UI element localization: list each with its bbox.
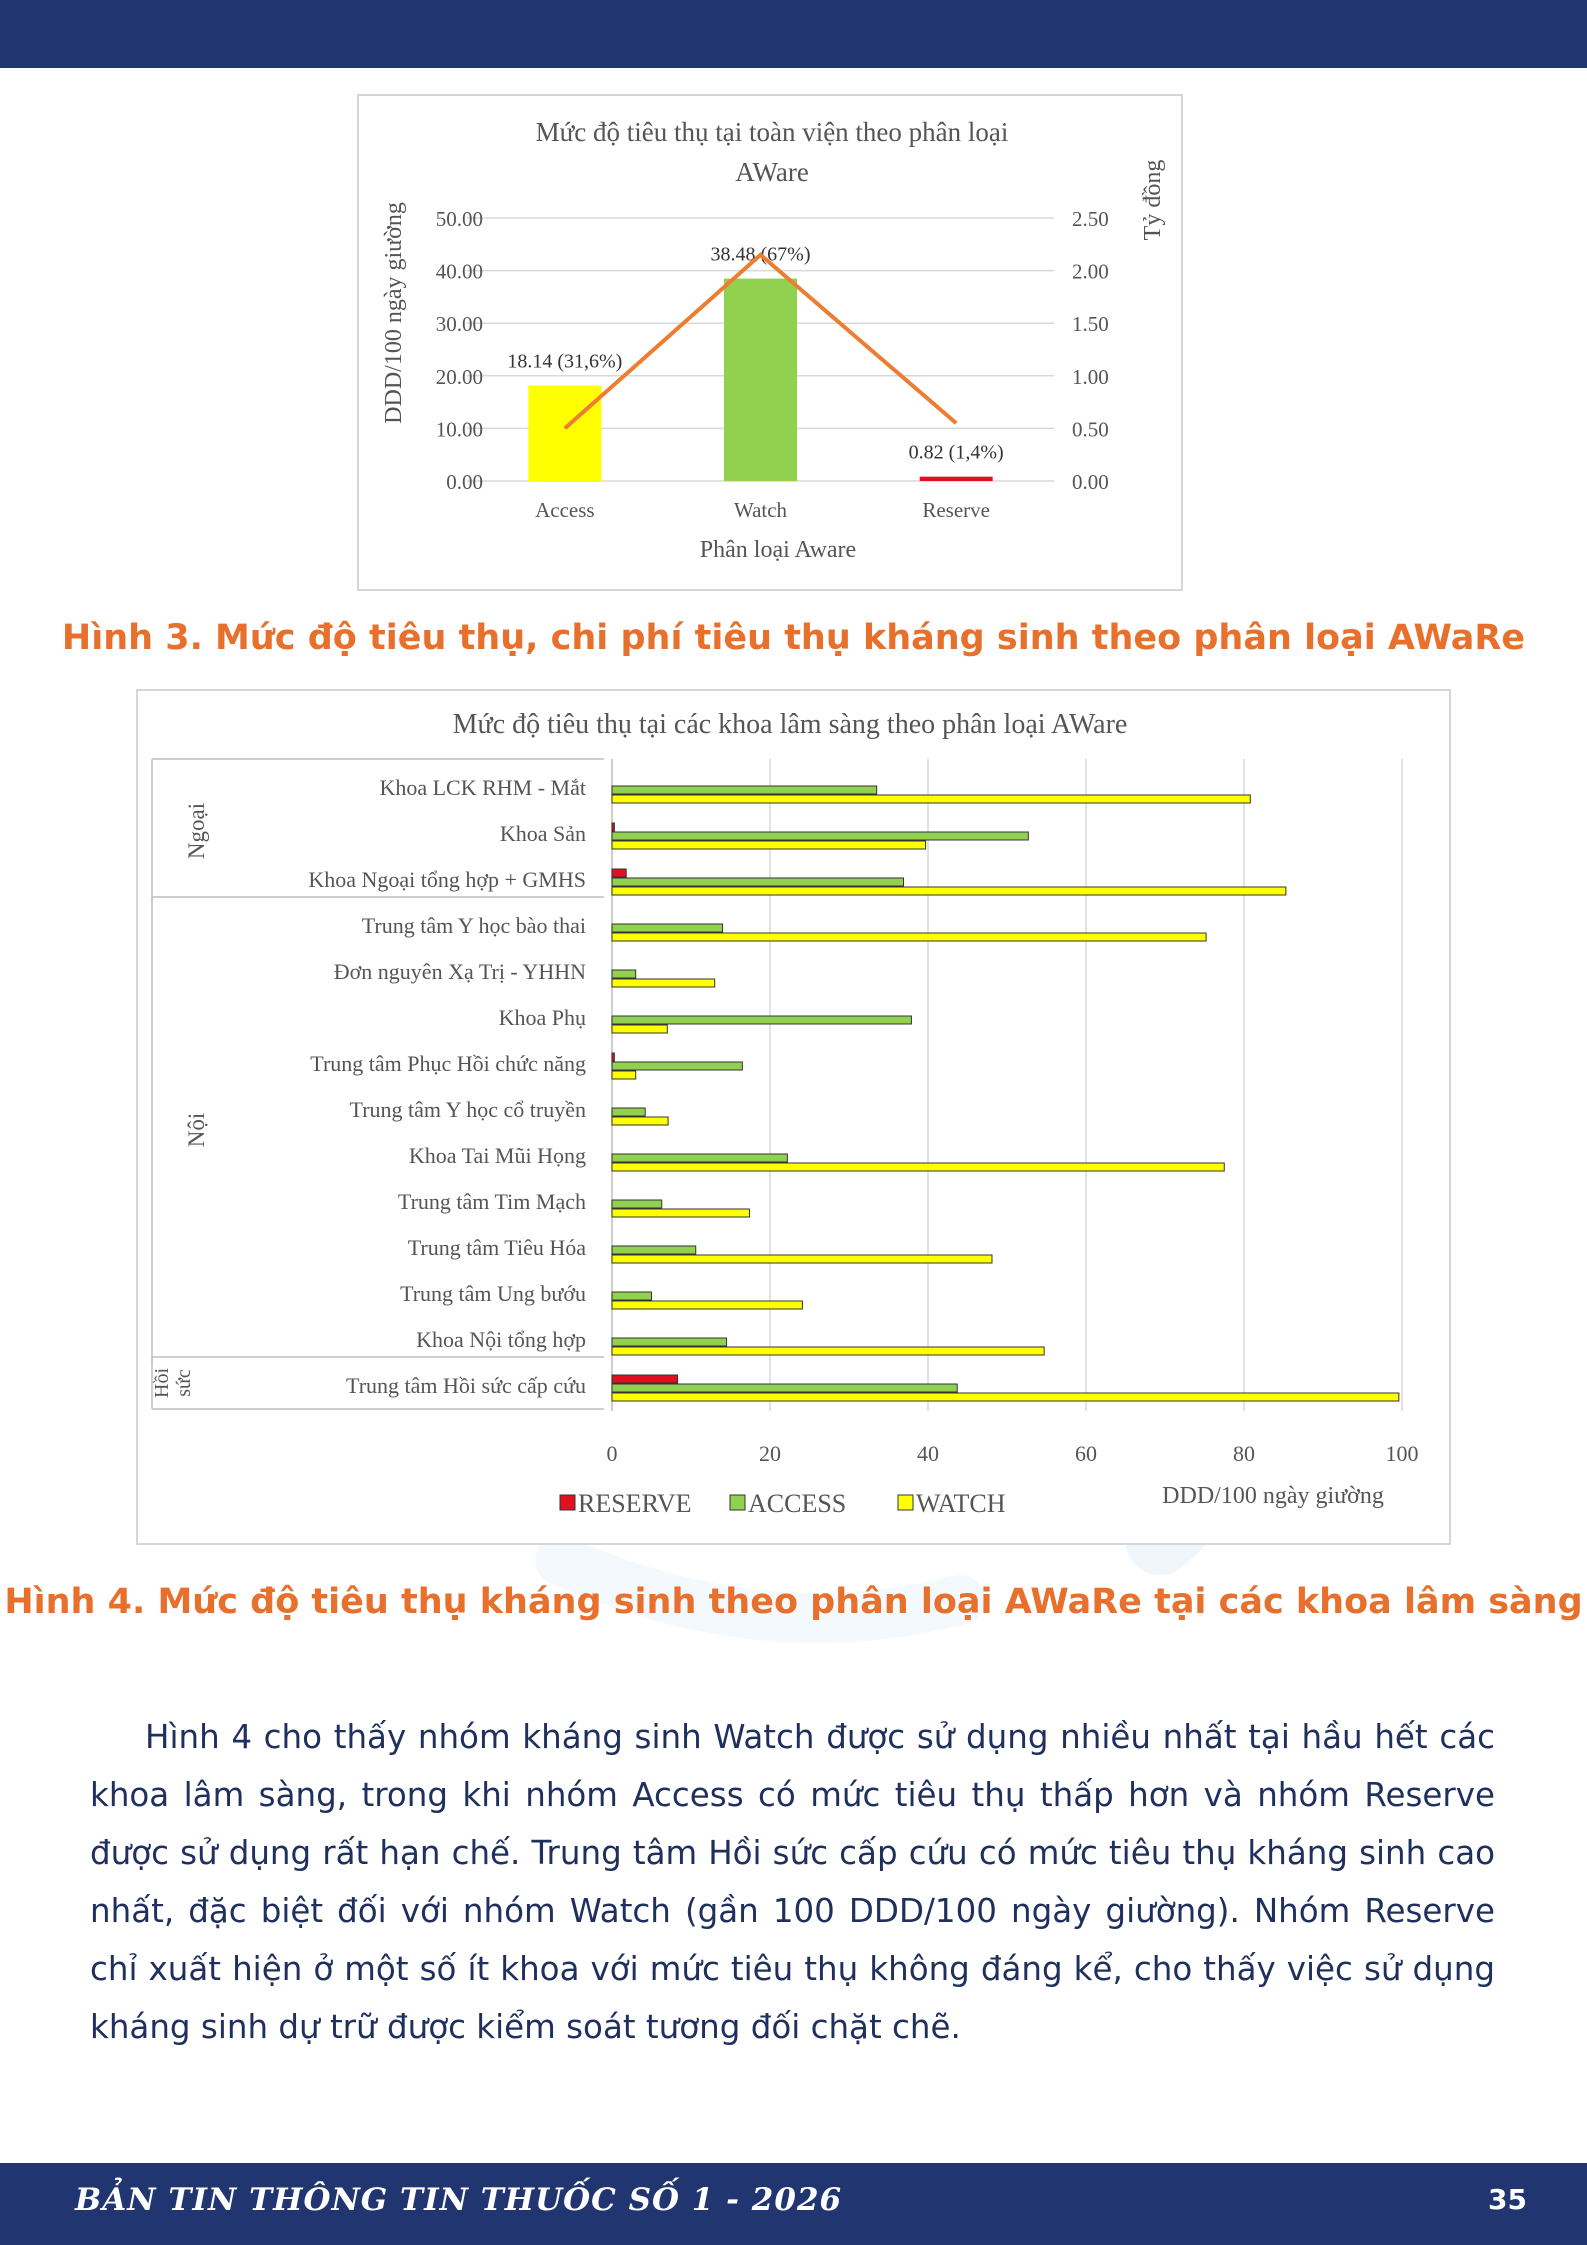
group-label: Hồi <box>151 1368 173 1398</box>
bar-access <box>612 878 904 886</box>
legend-label: ACCESS <box>748 1489 847 1518</box>
bar-access <box>612 1384 957 1392</box>
x-axis-label: DDD/100 ngày giường <box>1162 1483 1384 1509</box>
x-tick-label: Access <box>535 498 595 522</box>
category-label: Khoa Sản <box>499 821 586 846</box>
legend-label: WATCH <box>916 1489 1006 1518</box>
x-axis-label: Phân loại Aware <box>699 537 857 563</box>
y-tick-label: 10.00 <box>435 417 483 442</box>
category-label: Trung tâm Tim Mạch <box>397 1189 586 1214</box>
y2-axis-label: Tỷ đồng <box>1140 159 1166 241</box>
figure3-chart-frame <box>357 94 1183 591</box>
bar-access <box>612 1016 911 1024</box>
bar-access <box>528 386 601 481</box>
bar-watch <box>612 1209 749 1217</box>
bar-reserve <box>920 477 993 481</box>
bar-access <box>612 832 1028 840</box>
bar-reserve <box>612 869 626 877</box>
y-tick-label: 0.00 <box>446 470 483 494</box>
x-tick-label: 80 <box>1233 1441 1255 1466</box>
group-label: Ngoại <box>184 802 209 860</box>
bar-access <box>612 970 636 978</box>
y2-tick-label: 1.50 <box>1072 312 1109 337</box>
bar-watch <box>612 1071 636 1079</box>
category-label: Đơn nguyên Xạ Trị - YHHN <box>333 959 586 984</box>
legend-label: RESERVE <box>578 1489 692 1518</box>
bar-access <box>612 1062 742 1070</box>
figure4-chart-frame <box>136 689 1451 1545</box>
data-label: 18.14 (31,6%) <box>507 350 623 373</box>
x-tick-label: 40 <box>917 1441 939 1466</box>
category-label: Trung tâm Hồi sức cấp cứu <box>346 1373 586 1398</box>
y-tick-label: 40.00 <box>435 259 483 284</box>
figure4-caption: Hình 4. Mức độ tiêu thụ kháng sinh theo phân loại AWaRe tại các khoa lâm sàng <box>4 1582 1583 1622</box>
bar-watch <box>612 1025 667 1033</box>
bar-access <box>612 786 877 794</box>
footer-title: BẢN TIN THÔNG TIN THUỐC SỐ 1 - 2026 <box>75 2182 843 2218</box>
figure4-chart <box>138 691 1449 1543</box>
y-axis-label: DDD/100 ngày giường <box>381 202 407 424</box>
bar-access <box>612 1338 727 1346</box>
legend-swatch-reserve <box>560 1495 575 1510</box>
bar-watch <box>612 979 715 987</box>
bar-watch <box>612 1255 992 1263</box>
x-tick-label: 20 <box>759 1441 781 1466</box>
body-paragraph: Hình 4 cho thấy nhóm kháng sinh Watch được sử dụng nhiều nhất tại hầu hết các khoa lâm sàng, trong khi nhóm Access có mức tiêu thụ thấp hơn và nhóm Reserve được sử dụng rất hạn chế. Trung tâm Hồi sức cấp cứu có mức tiêu thụ kháng sinh cao nhất, đặc biệt đối với nhóm Watch (gần 100 DDD/100 ngày giường). Nhóm Reserve chỉ xuất hiện ở một số ít khoa với mức tiêu thụ không đáng kể, cho thấy việc sử dụng kháng sinh dự trữ được kiểm soát tương đối chặt chẽ. <box>90 1718 1495 2046</box>
chart-title: Mức độ tiêu thụ tại các khoa lâm sàng theo phân loại AWare <box>452 709 1128 740</box>
category-label: Khoa LCK RHM - Mắt <box>379 775 586 800</box>
chart-title: Mức độ tiêu thụ tại toàn viện theo phân loại <box>535 117 1009 147</box>
bar-watch <box>612 1163 1224 1171</box>
category-label: Khoa Nội tổng hợp <box>416 1327 586 1352</box>
bar-watch <box>612 795 1250 803</box>
data-label: 0.82 (1,4%) <box>908 441 1004 464</box>
bar-reserve <box>612 1053 614 1061</box>
bar-access <box>612 1154 787 1162</box>
bar-access <box>612 1108 645 1116</box>
bar-watch <box>612 1347 1044 1355</box>
group-label: Nội <box>184 1112 209 1148</box>
category-label: Khoa Ngoại tổng hợp + GMHS <box>308 867 586 892</box>
x-tick-label: 0 <box>606 1441 618 1466</box>
category-label: Khoa Phụ <box>498 1005 586 1030</box>
category-label: Trung tâm Phục Hồi chức năng <box>310 1051 586 1076</box>
bar-watch <box>612 933 1206 941</box>
bar-watch <box>612 1301 802 1309</box>
bar-watch <box>612 1117 668 1125</box>
bar-reserve <box>612 823 614 831</box>
bar-access <box>612 1200 662 1208</box>
y2-tick-label: 0.00 <box>1072 470 1109 494</box>
data-label: 38.48 (67%) <box>710 243 811 266</box>
y-tick-label: 30.00 <box>435 312 483 337</box>
category-label: Trung tâm Ung bướu <box>400 1281 586 1306</box>
group-label: sức <box>173 1369 195 1397</box>
page-number: 35 <box>1488 2183 1527 2216</box>
x-tick-label: Watch <box>733 498 788 522</box>
y2-tick-label: 0.50 <box>1072 417 1109 442</box>
bar-access <box>612 1246 696 1254</box>
category-label: Trung tâm Y học bào thai <box>361 913 586 938</box>
category-label: Khoa Tai Mũi Họng <box>408 1143 586 1168</box>
x-tick-label: 100 <box>1385 1441 1419 1466</box>
y2-tick-label: 1.00 <box>1072 364 1109 389</box>
figure3-chart <box>359 96 1181 589</box>
y-tick-label: 50.00 <box>435 207 483 231</box>
legend-swatch-watch <box>898 1495 913 1510</box>
category-label: Trung tâm Tiêu Hóa <box>407 1235 586 1260</box>
bar-access <box>612 924 723 932</box>
bar-watch <box>612 841 926 849</box>
y2-tick-label: 2.50 <box>1072 207 1109 231</box>
legend-swatch-access <box>730 1495 745 1510</box>
bar-watch <box>612 887 1286 895</box>
chart-title-line2: AWare <box>735 157 809 187</box>
y2-tick-label: 2.00 <box>1072 259 1109 284</box>
x-tick-label: 60 <box>1075 1441 1097 1466</box>
x-tick-label: Reserve <box>922 498 990 522</box>
figure3-caption: Hình 3. Mức độ tiêu thụ, chi phí tiêu thụ kháng sinh theo phân loại AWaRe <box>61 618 1526 658</box>
y-tick-label: 20.00 <box>435 364 483 389</box>
category-label: Trung tâm Y học cổ truyền <box>349 1097 586 1122</box>
bar-watch <box>612 1393 1399 1401</box>
bar-watch <box>724 279 797 481</box>
bar-reserve <box>612 1375 678 1383</box>
bar-access <box>612 1292 652 1300</box>
